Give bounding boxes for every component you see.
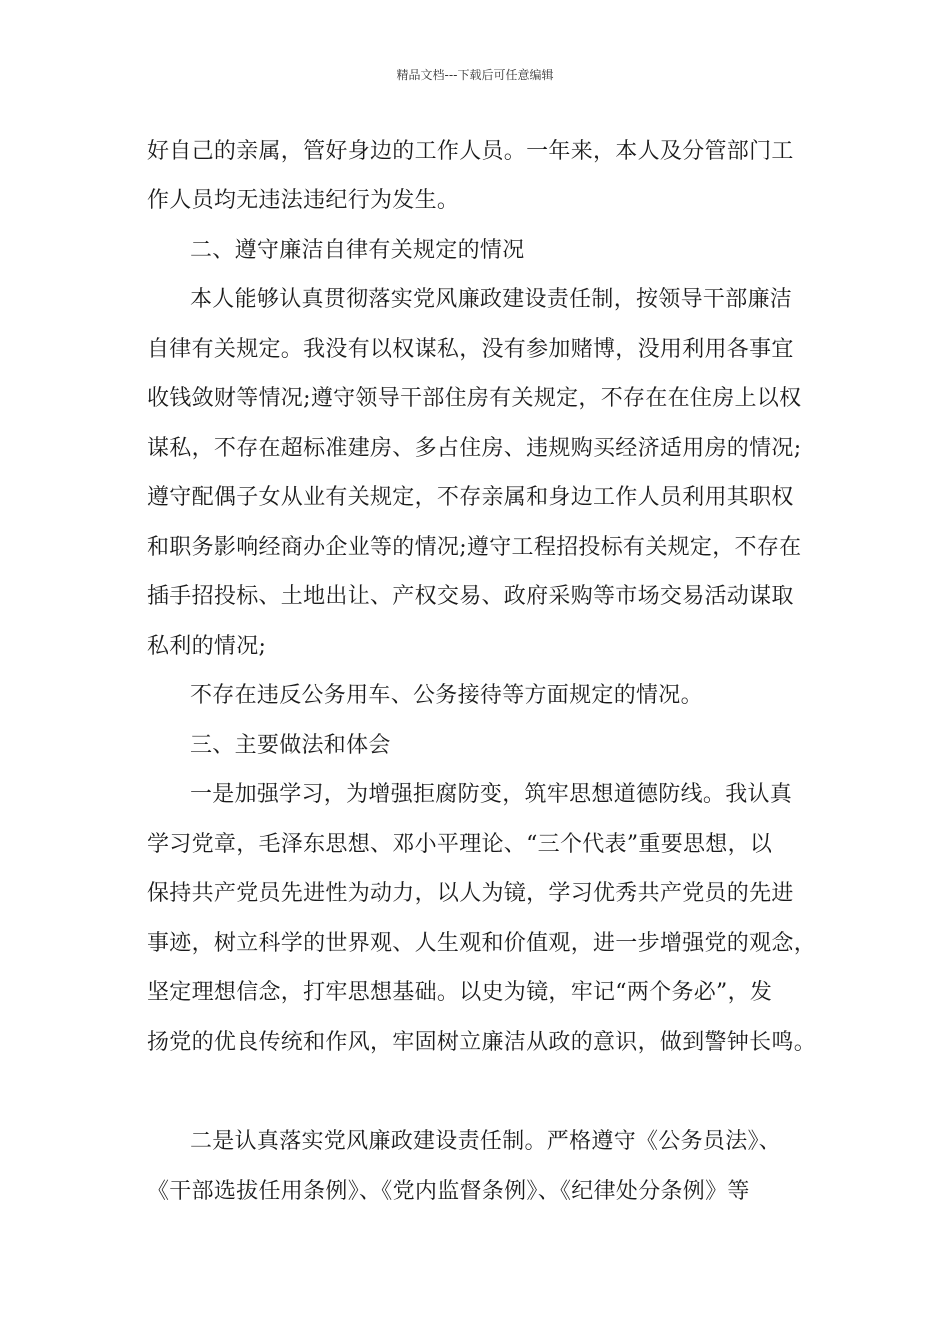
body-line: 私利的情况; (147, 634, 267, 659)
body-line: 不存在违反公务用车、公务接待等方面规定的情况。 (190, 683, 703, 708)
body-line: 一是加强学习，为增强拒腐防变，筑牢思想道德防线。我认真 (190, 782, 793, 807)
body-line: 收钱敛财等情况;遵守领导干部住房有关规定，不存在在住房上以权 (147, 386, 802, 411)
section-heading: 二、遵守廉洁自律有关规定的情况 (190, 238, 525, 263)
body-line: 扬党的优良传统和作风，牢固树立廉洁从政的意识，做到警钟长鸣。 (147, 1030, 817, 1055)
body-line: 和职务影响经商办企业等的情况;遵守工程招投标有关规定，不存在 (147, 535, 802, 560)
body-line: 作人员均无违法违纪行为发生。 (147, 188, 460, 213)
body-line: 遵守配偶子女从业有关规定，不存亲属和身边工作人员利用其职权 (147, 485, 794, 510)
body-line: 谋私，不存在超标准建房、多占住房、违规购买经济适用房的情况; (147, 436, 802, 461)
body-line: 保持共产党员先进性为动力，以人为镜，学习优秀共产党员的先进 (147, 881, 794, 906)
body-line: 坚定理想信念，打牢思想基础。以史为镜，牢记“两个务必”，发 (147, 980, 773, 1005)
body-line: 插手招投标、土地出让、产权交易、政府采购等市场交易活动谋取 (147, 584, 794, 609)
body-line: 好自己的亲属，管好身边的工作人员。一年来，本人及分管部门工 (147, 139, 794, 164)
page-header: 精品文档---下载后可任意编辑 (396, 68, 554, 82)
body-line: 事迹，树立科学的世界观、人生观和价值观，进一步增强党的观念， (147, 931, 817, 956)
section-heading: 三、主要做法和体会 (190, 733, 391, 758)
body-line: 二是认真落实党风廉政建设责任制。严格遵守《公务员法》、 (190, 1129, 782, 1154)
body-line: 本人能够认真贯彻落实党风廉政建设责任制，按领导干部廉洁 (190, 287, 793, 312)
body-line: 自律有关规定。我没有以权谋私，没有参加赌博，没用利用各事宜 (147, 337, 794, 362)
body-line: 学习党章，毛泽东思想、邓小平理论、“三个代表”重要思想，以 (147, 832, 773, 857)
body-line: 《干部选拔任用条例》、《党内监督条例》、《纪律处分条例》等 (147, 1179, 750, 1204)
